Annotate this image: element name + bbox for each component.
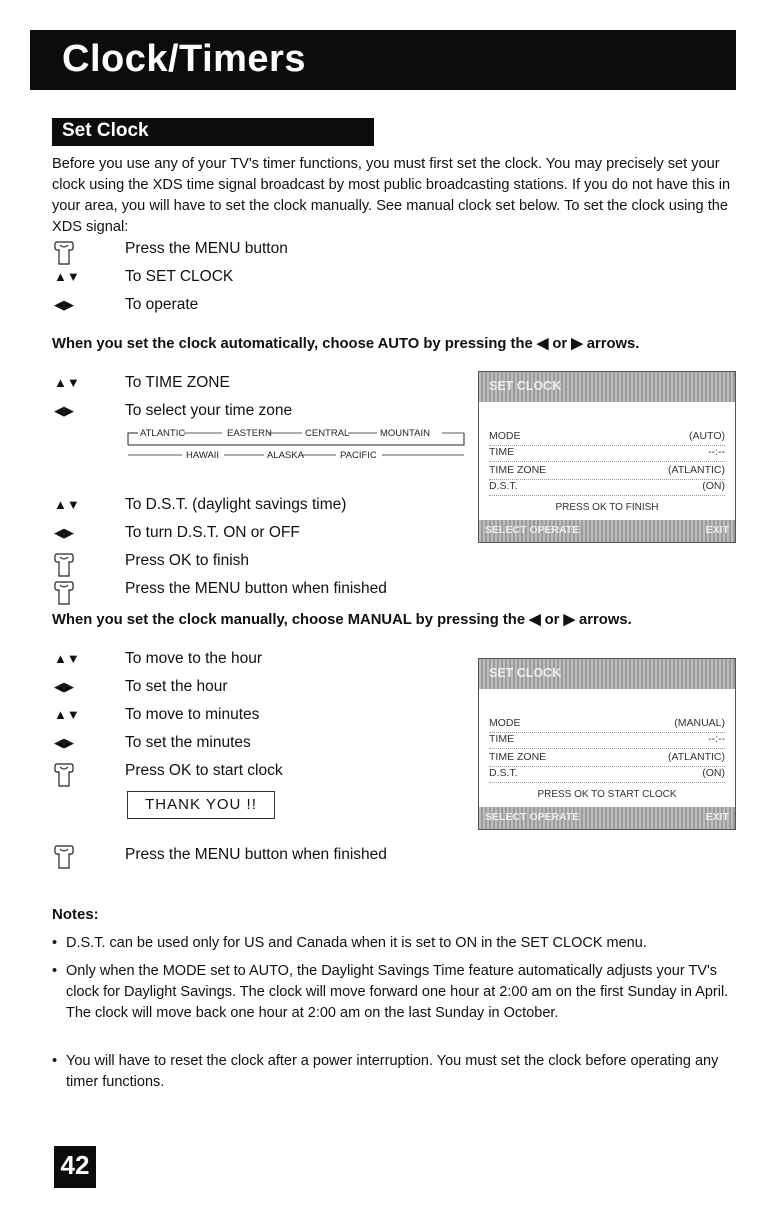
note-item: • You will have to reset the clock after a power interruption. You must set the clock before operating any timer functions. <box>52 1053 719 1090</box>
osd-row-mode: MODE (AUTO) <box>489 430 725 446</box>
step-text: Press the MENU button when finished <box>125 846 387 863</box>
osd-row-mode: MODE (MANUAL) <box>489 717 725 733</box>
remote-icon <box>54 762 94 792</box>
up-down-icon: ▲▼ <box>54 375 80 390</box>
osd-row-timezone: TIME ZONE (ATLANTIC) <box>489 751 725 767</box>
step-text: To D.S.T. (daylight savings time) <box>125 496 347 513</box>
manual-heading: When you set the clock manually, choose MANUAL by pressing the ◀ or ▶ arrows. <box>52 612 632 628</box>
bullet-icon: • <box>52 963 58 979</box>
left-right-icon: ◀▶ <box>54 679 74 694</box>
remote-icon <box>54 844 94 874</box>
osd-row-time: TIME --:-- <box>489 733 725 749</box>
remote-icon <box>54 240 94 270</box>
step-text: To set the minutes <box>125 734 251 751</box>
step-text: To move to minutes <box>125 706 260 723</box>
note-item: • D.S.T. can be used only for US and Canada when it is set to ON in the SET CLOCK menu. <box>52 933 742 955</box>
notes-heading: Notes: <box>52 906 99 923</box>
page-title: Clock/Timers <box>62 38 306 80</box>
tz-hawaii: HAWAII <box>186 450 220 461</box>
auto-heading: When you set the clock automatically, choose AUTO by pressing the ◀ or ▶ arrows. <box>52 336 640 352</box>
osd-row-time: TIME --:-- <box>489 446 725 462</box>
step-text: Press the MENU button when finished <box>125 580 387 597</box>
osd-footer <box>479 520 735 542</box>
page-number: 42 <box>60 1150 90 1180</box>
up-down-icon: ▲▼ <box>54 269 80 284</box>
tz-alaska: ALASKA <box>267 450 304 461</box>
bullet-icon: • <box>52 935 58 951</box>
remote-icon <box>54 552 94 582</box>
tz-eastern: EASTERN <box>227 428 272 439</box>
step-text: To TIME ZONE <box>125 374 230 391</box>
note-item: • Only when the MODE set to AUTO, the Daylight Savings Time feature automatically adjusts your TV's clock for Daylight Savings. The clock will move forward one hour at 2:00 am on the first Sunday in April. The clock will move back one hour at 2:00 am on the last Sunday in October. <box>52 963 729 1021</box>
osd-row-dst: D.S.T. (ON) <box>489 480 725 496</box>
step-text: Press OK to finish <box>125 552 250 569</box>
left-right-icon: ◀▶ <box>54 403 74 418</box>
step-text: To operate <box>125 296 199 313</box>
intro-paragraph: Before you use any of your TV's timer functions, you must first set the clock. You may precisely set your clock using the XDS time signal broadcast by most public broadcasting stations. If you do not have this in your area, you will have to set the clock manually. See manual clock set below. To set the clock using the XDS signal: <box>52 156 731 235</box>
left-right-icon: ◀▶ <box>54 735 74 750</box>
section-title: Set Clock <box>62 120 149 141</box>
thank-you-box: THANK YOU !! <box>127 791 275 819</box>
osd-auto-screen <box>478 371 736 543</box>
up-down-icon: ▲▼ <box>54 651 80 666</box>
tz-atlantic: ATLANTIC <box>140 428 186 439</box>
osd-footer-left: SELECT OPERATE <box>485 811 580 823</box>
step-text: To set the hour <box>125 678 228 695</box>
osd-manual-screen <box>478 658 736 830</box>
osd-footer <box>479 807 735 829</box>
remote-icon <box>54 580 94 610</box>
osd-press-text: PRESS OK TO FINISH <box>555 502 659 513</box>
tz-pacific: PACIFIC <box>340 450 377 461</box>
step-text: To move to the hour <box>125 650 262 667</box>
step-text: To SET CLOCK <box>125 268 234 285</box>
osd-press-text: PRESS OK TO START CLOCK <box>537 789 677 800</box>
osd-title: SET CLOCK <box>489 666 562 680</box>
up-down-icon: ▲▼ <box>54 707 80 722</box>
tz-central: CENTRAL <box>305 428 350 439</box>
osd-row-timezone: TIME ZONE (ATLANTIC) <box>489 464 725 480</box>
step-text: To select your time zone <box>125 402 293 419</box>
bullet-icon: • <box>52 1053 58 1069</box>
step-text: Press OK to start clock <box>125 762 283 779</box>
osd-title: SET CLOCK <box>489 379 562 393</box>
timezone-cycle-diagram <box>122 425 470 465</box>
up-down-icon: ▲▼ <box>54 497 80 512</box>
osd-footer-right: EXIT <box>705 811 729 823</box>
step-text: To turn D.S.T. ON or OFF <box>125 524 300 541</box>
left-right-icon: ◀▶ <box>54 297 74 312</box>
tz-mountain: MOUNTAIN <box>380 428 430 439</box>
osd-footer-left: SELECT OPERATE <box>485 524 580 536</box>
step-text: Press the MENU button <box>125 240 288 257</box>
osd-footer-right: EXIT <box>705 524 729 536</box>
osd-row-dst: D.S.T. (ON) <box>489 767 725 783</box>
left-right-icon: ◀▶ <box>54 525 74 540</box>
